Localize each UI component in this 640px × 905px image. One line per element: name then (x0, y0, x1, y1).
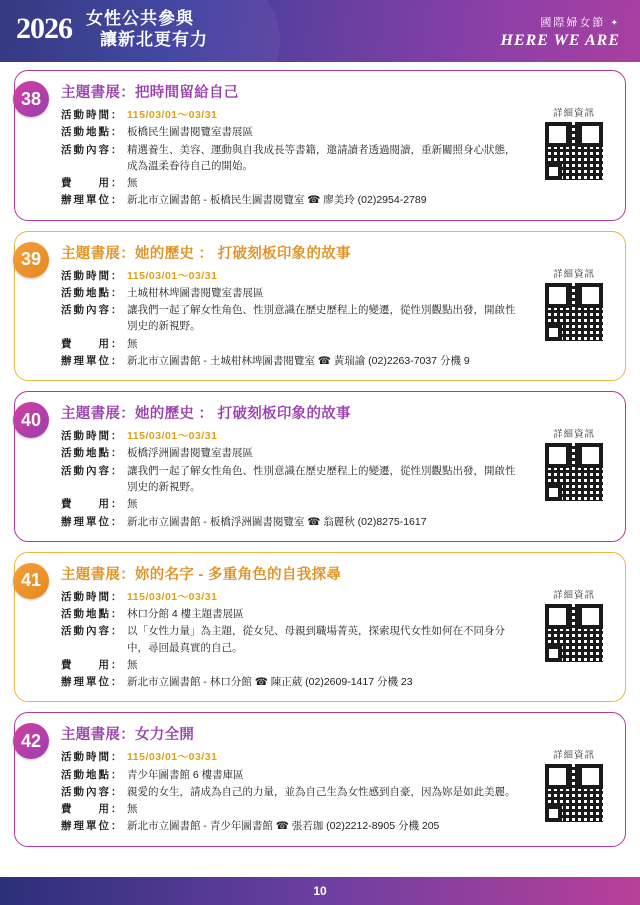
qr-label: 詳細資訊 (552, 108, 595, 119)
event-content-label: 活動內容： (61, 625, 124, 638)
event-fee-value: 無 (127, 498, 138, 511)
event-content-value: 讓我們一起了解女性角色、性別意識在歷史歷程上的變遷，從性別觀點出發，開啟性別史的新視野。 (127, 304, 516, 333)
event-place-value: 板橋民生圖書閱覽室書展區 (127, 126, 253, 139)
header-right (501, 14, 621, 50)
event-number-badge: 42 (13, 723, 49, 759)
event-org-value: 新北市立圖書館 - 土城柑林埤圖書閱覽室 ☎ 黃瑞諭 (02)2263-7037 分機 9 (127, 354, 470, 367)
event-org-label: 辦理單位： (61, 820, 124, 833)
event-org-label: 辦理單位： (61, 676, 124, 689)
event-time-label: 活動時間： (61, 430, 124, 443)
qr-code-icon[interactable] (545, 764, 603, 822)
event-title: 主題書展：妳的名字 - 多重角色的自我探尋 (61, 566, 342, 583)
event-time-value: 115/03/01～03/31 (127, 269, 218, 282)
header-titles (86, 8, 208, 51)
star-icon: ✦ (610, 17, 620, 28)
year-logo-text: 2026 (16, 12, 72, 46)
event-content-row (61, 463, 611, 496)
header-title-line1: 女性公共參與 (86, 9, 194, 28)
qr-block[interactable] (537, 105, 611, 180)
event-content-label: 活動內容： (61, 143, 124, 156)
event-list (0, 62, 640, 847)
header-slogan: HERE WE ARE (500, 32, 620, 49)
qr-code-icon[interactable] (545, 443, 603, 501)
event-title: 主題書展：女力全開 (61, 727, 195, 744)
year-logo (16, 14, 76, 44)
page-header (0, 0, 640, 62)
event-content-label: 活動內容： (61, 304, 124, 317)
event-org-row (61, 353, 611, 369)
event-place-row (61, 767, 611, 783)
event-time-row (61, 107, 611, 123)
event-fee-row (61, 175, 611, 191)
qr-label: 詳細資訊 (552, 268, 595, 280)
page-number: 10 (313, 884, 327, 898)
qr-label: 詳細資訊 (552, 429, 595, 441)
event-org-value: 新北市立圖書館 - 林口分館 ☎ 陳正葳 (02)2609-1417 分機 23 (127, 676, 413, 689)
event-fee-value: 無 (127, 337, 138, 350)
event-content-row (61, 142, 611, 175)
header-title-line2: 讓新北更有力 (100, 30, 208, 50)
event-card (14, 70, 626, 221)
event-content-value: 親愛的女生，請成為自己的力量，並為自己生為女性感到自豪，因為妳是如此美麗。 (127, 785, 516, 798)
event-place-label: 活動地點： (61, 768, 124, 781)
event-title: 主題書展：她的歷史 ： 打破刻板印象的故事 (61, 245, 351, 262)
event-fee-value: 無 (127, 803, 138, 816)
event-place-row (61, 606, 611, 622)
event-org-row (61, 514, 611, 530)
event-title: 主題書展：把時間留給自己 (61, 85, 239, 101)
qr-code-icon[interactable] (545, 604, 603, 662)
event-place-label: 活動地點： (61, 608, 124, 621)
event-time-label: 活動時間： (61, 590, 124, 603)
event-content-row (61, 302, 611, 335)
qr-label: 詳細資訊 (552, 589, 595, 601)
event-card (14, 712, 626, 846)
event-org-row (61, 674, 611, 690)
event-org-value: 新北市立圖書館 - 板橋浮洲圖書閱覽室 ☎ 翁麗秋 (02)8275-1617 (127, 515, 427, 528)
event-fee-row (61, 496, 611, 512)
event-fee-label: 費 用： (61, 498, 124, 511)
header-event-name (501, 14, 621, 30)
qr-block[interactable] (537, 587, 611, 662)
event-content-value: 讓我們一起了解女性角色、性別意識在歷史歷程上的變遷，從性別觀點出發，開啟性別史的新視野。 (127, 464, 516, 493)
event-place-value: 板橋浮洲圖書閱覽室書展區 (127, 447, 253, 460)
event-number-badge: 39 (13, 242, 49, 278)
qr-code-icon[interactable] (545, 122, 603, 180)
event-place-value: 土城柑林埤圖書閱覽室書展區 (127, 286, 264, 299)
event-fee-label: 費 用： (61, 658, 124, 671)
event-fee-value: 無 (127, 177, 138, 190)
event-fee-row (61, 801, 611, 817)
event-place-value: 青少年圖書館 6 樓書庫區 (127, 768, 244, 781)
event-place-row (61, 285, 611, 301)
event-org-value: 新北市立圖書館 - 板橋民生圖書閱覽室 ☎ 廖美玲 (02)2954-2789 (127, 194, 427, 207)
event-number-badge: 41 (13, 563, 49, 599)
event-org-value: 新北市立圖書館 - 青少年圖書館 ☎ 張若珈 (02)2212-8905 分機 205 (127, 820, 440, 833)
event-place-label: 活動地點： (61, 286, 124, 299)
event-time-row (61, 749, 611, 765)
event-org-row (61, 192, 611, 208)
qr-block[interactable] (537, 426, 611, 501)
page-footer (0, 877, 640, 905)
event-content-value: 精選養生、美容、運動與自我成長等書籍，邀請讀者透過閱讀，重新關照身心狀態，成為溫柔眷待自己的開始。 (127, 143, 516, 172)
event-title: 主題書展：她的歷史 ： 打破刻板印象的故事 (61, 406, 351, 423)
event-time-row (61, 428, 611, 444)
event-fee-label: 費 用： (61, 177, 124, 190)
event-card (14, 231, 626, 382)
event-content-label: 活動內容： (61, 464, 124, 477)
event-content-label: 活動內容： (61, 785, 124, 798)
event-fee-row (61, 336, 611, 352)
qr-block[interactable] (537, 747, 611, 822)
event-time-value: 115/03/01～03/31 (127, 109, 218, 121)
event-place-label: 活動地點： (61, 447, 124, 460)
event-place-row (61, 124, 611, 140)
event-fee-row (61, 657, 611, 673)
event-place-label: 活動地點： (61, 126, 124, 139)
event-content-value: 以「女性力量」為主題，從女兒、母親到職場菁英，探索現代女性如何在不同身分中，尋回最真實的自己。 (127, 625, 505, 654)
event-time-row (61, 589, 611, 605)
header-event-name-text: 國際婦女節 (540, 17, 606, 29)
qr-label: 詳細資訊 (552, 750, 595, 762)
qr-block[interactable] (537, 266, 611, 341)
event-content-row (61, 623, 611, 656)
event-fee-value: 無 (127, 658, 138, 671)
event-time-label: 活動時間： (61, 751, 124, 764)
qr-code-icon[interactable] (545, 283, 603, 341)
event-org-label: 辦理單位： (61, 515, 124, 528)
event-org-label: 辦理單位： (61, 354, 124, 367)
event-number-badge: 38 (13, 81, 49, 117)
event-time-value: 115/03/01～03/31 (127, 590, 218, 603)
header-brand (16, 8, 208, 51)
event-card (14, 391, 626, 542)
event-org-label: 辦理單位： (61, 194, 124, 207)
event-org-row (61, 818, 611, 834)
event-fee-label: 費 用： (61, 803, 124, 816)
event-time-value: 115/03/01～03/31 (127, 751, 218, 764)
event-number-badge: 40 (13, 402, 49, 438)
event-card (14, 552, 626, 703)
event-time-row (61, 268, 611, 284)
event-fee-label: 費 用： (61, 337, 124, 350)
event-content-row (61, 784, 611, 800)
event-time-label: 活動時間： (61, 269, 124, 282)
event-place-row (61, 445, 611, 461)
event-time-label: 活動時間： (61, 109, 124, 121)
event-time-value: 115/03/01～03/31 (127, 430, 218, 443)
event-place-value: 林口分館 4 樓主題書展區 (127, 608, 244, 621)
